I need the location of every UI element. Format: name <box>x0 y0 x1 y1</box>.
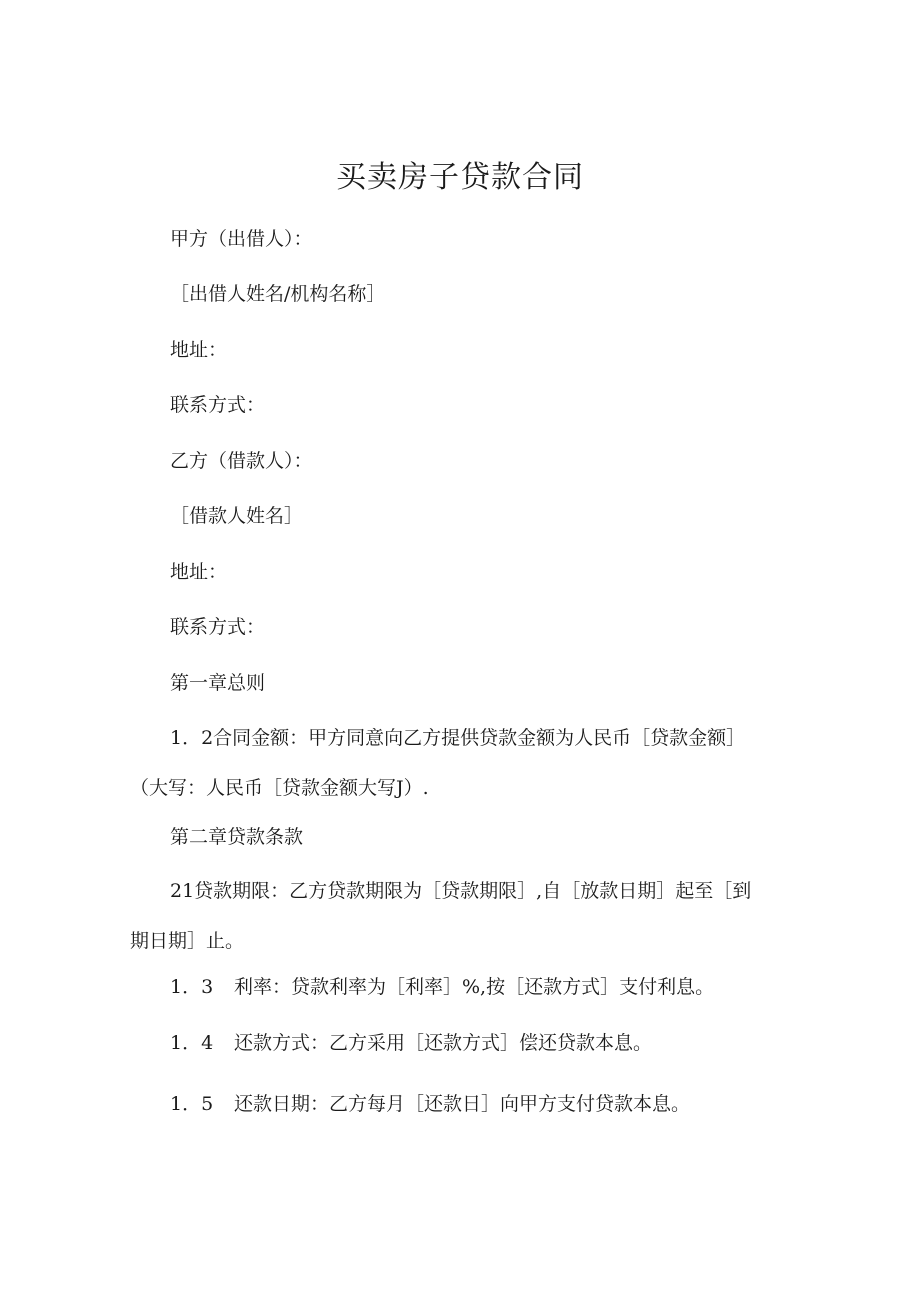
clause-text: 利率：贷款利率为［利率］%,按［还款方式］支付利息。 <box>234 976 715 998</box>
chapter-1-heading: 第一章总则 <box>170 672 266 694</box>
clause-term-line-2: 期日期］止。 <box>130 930 245 952</box>
clause-number: 1．4 <box>170 1032 214 1054</box>
party-a-contact: 联系方式： <box>170 394 266 416</box>
clause-amount-line-1: 1．2合同金额：甲方同意向乙方提供贷款金额为人民币［贷款金额］ <box>170 727 746 749</box>
clause-number: 1．5 <box>170 1093 214 1115</box>
party-b-name: ［借款人姓名］ <box>170 505 304 527</box>
party-b-contact: 联系方式： <box>170 616 266 638</box>
clause-repayment-date <box>170 1089 690 1119</box>
party-a-address: 地址： <box>170 339 228 361</box>
clause-term-line-1: 21贷款期限：乙方贷款期限为［贷款期限］,自［放款日期］起至［到 <box>170 880 752 902</box>
party-a-label: 甲方（出借人）： <box>170 228 313 250</box>
party-a-name: ［出借人姓名/机构名称］ <box>170 283 386 305</box>
clause-amount-line-2: （大写：人民币［贷款金额大写J）. <box>130 777 429 799</box>
clause-number: 1．3 <box>170 976 214 998</box>
clause-interest-rate <box>170 972 714 1002</box>
chapter-2-heading: 第二章贷款条款 <box>170 826 304 848</box>
clause-repayment-method <box>170 1028 652 1058</box>
party-b-address: 地址： <box>170 561 228 583</box>
clause-contract-amount <box>130 723 790 803</box>
party-b-label: 乙方（借款人）： <box>170 450 313 472</box>
clause-text: 还款日期：乙方每月［还款日］向甲方支付贷款本息。 <box>234 1093 691 1115</box>
clause-loan-term <box>130 876 790 956</box>
document-title: 买卖房子贷款合同 <box>336 160 584 195</box>
clause-text: 还款方式：乙方采用［还款方式］偿还贷款本息。 <box>234 1032 653 1054</box>
